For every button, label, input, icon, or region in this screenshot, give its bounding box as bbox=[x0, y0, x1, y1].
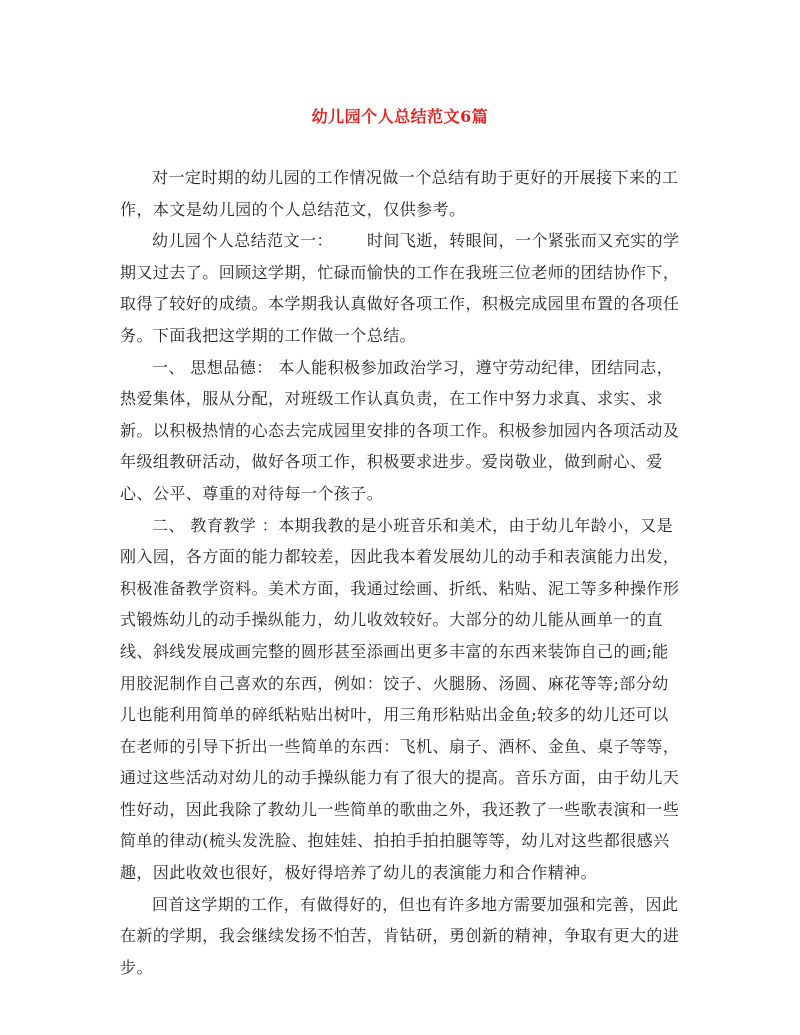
document-title: 幼儿园个人总结范文6篇 bbox=[311, 107, 489, 126]
sample1-label: 幼儿园个人总结范文一： bbox=[152, 231, 333, 251]
section2-heading: 二、 教育教学 ： bbox=[152, 515, 279, 535]
closing-paragraph: 回首这学期的工作，有做得好的，但也有许多地方需要加强和完善，因此在新的学期，我会继续发扬不怕苦，肯钻研，勇创新的精神，争取有更大的进步。 bbox=[120, 894, 680, 977]
intro-paragraph: 对一定时期的幼儿园的工作情况做一个总结有助于更好的开展接下来的工作，本文是幼儿园的个人总结范文，仅供参考。 bbox=[120, 168, 679, 219]
document-body bbox=[120, 162, 682, 983]
sample1-text: 时间飞逝，转眼间，一个紧张而又充实的学期又过去了。回顾这学期，忙碌而愉快的工作在我班三位老师的团结协作下，取得了较好的成绩。本学期我认真做好各项工作，积极完成园里布置的各项任务。下面我把这学期的工作做一个总结。 bbox=[120, 231, 680, 345]
section2-text: 本期我教的是小班音乐和美术，由于幼儿年龄小，又是刚入园，各方面的能力都较差，因此我本着发展幼儿的动手和表演能力出发，积极准备教学资料。美术方面，我通过绘画、折纸、粘贴、泥工等多种操作形式锻炼幼儿的动手操纵能力，幼儿收效较好。大部分的幼儿能从画单一的直线、斜线发展成画完整的圆形甚至添画出更多丰富的东西来装饰自己的画;能用胶泥制作自己喜欢的东西，例如：饺子、火腿肠、汤圆、麻花等等;部分幼儿也能利用简单的碎纸粘贴出树叶，用三角形粘贴出金鱼;较多的幼儿还可以在老师的引导下折出一些简单的东西：飞机、扇子、酒杯、金鱼、桌子等等，通过这些活动对幼儿的动手操纵能力有了很大的提高。音乐方面，由于幼儿天性好动，因此我除了教幼儿一些简单的歌曲之外，我还教了一些歌表演和一些简单的律动(梳头发洗脸、抱娃娃、拍拍手拍拍腿等等，幼儿对这些都很感兴趣，因此收效也很好，极好得培养了幼儿的表演能力和合作精神。 bbox=[120, 515, 680, 883]
section1-text: 本人能积极参加政治学习，遵守劳动纪律，团结同志，热爱集体，服从分配，对班级工作认真负责，在工作中努力求真、求实、求新。以积极热情的心态去完成园里安排的各项工作。积极参加园内各项活动及年级组教研活动，做好各项工作，积极要求进步。爱岗敬业，做到耐心、爱心、公平、尊重的对待每一个孩子。 bbox=[120, 357, 680, 503]
section1-paragraph bbox=[120, 352, 682, 510]
section2-paragraph bbox=[120, 510, 682, 889]
sample1-paragraph bbox=[120, 225, 682, 351]
section1-heading: 一、 思想品德： bbox=[152, 357, 273, 377]
